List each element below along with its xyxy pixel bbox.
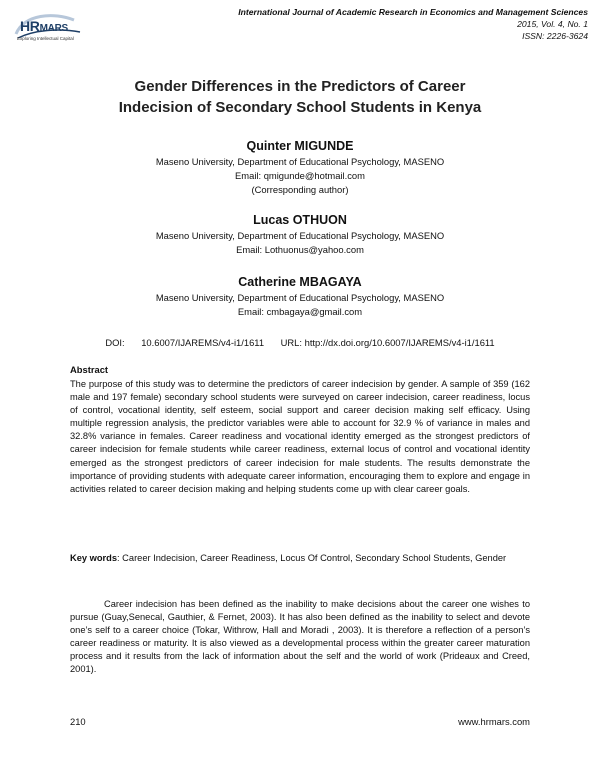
author-block [0,212,600,257]
keywords [70,552,530,565]
author-name: Catherine MBAGAYA [238,275,362,289]
url-label: URL: [280,337,302,348]
journal-header [238,6,588,42]
doi-line [70,336,530,349]
author-name: Quinter MIGUNDE [246,139,354,153]
author-name: Lucas OTHUON [253,213,347,227]
abstract-heading: Abstract [70,364,109,375]
author-block [0,138,600,197]
page-number: 210 [70,716,86,727]
logo-tagline: Exploring Intellectual Capital [17,36,74,41]
doi-url-link[interactable]: http://dx.doi.org/10.6007/IJAREMS/v4-i1/1611 [304,337,495,348]
author-block [0,274,600,319]
author-affiliation: Maseno University, Department of Educational Psychology, MASENO [155,156,445,167]
author-email: Email: qmigunde@hotmail.com [235,170,365,181]
logo-brand: HRMARS [20,18,68,34]
author-email: Email: Lothuonus@yahoo.com [236,244,364,255]
journal-issn: ISSN: 2226-3624 [522,31,588,41]
author-note: (Corresponding author) [251,184,349,195]
keywords-text: : Career Indecision, Career Readiness, Locus Of Control, Secondary School Students, Gender [117,553,507,563]
doi-label: DOI: [105,337,125,348]
author-affiliation: Maseno University, Department of Educational Psychology, MASENO [155,292,445,303]
doi-value[interactable]: 10.6007/IJAREMS/v4-i1/1611 [141,337,265,348]
publisher-logo [14,12,84,48]
paper-title: Gender Differences in the Predictors of Career Indecision of Secondary School Students in Kenya [118,78,482,116]
author-email: Email: cmbagaya@gmail.com [237,306,363,317]
journal-name: International Journal of Academic Research in Economics and Management Sciences [238,7,588,17]
journal-volume: 2015, Vol. 4, No. 1 [517,19,588,29]
abstract-text: The purpose of this study was to determine the predictors of career indecision by gender. A sample of 359 (162 male and 197 female) secondary school students were surveyed on career indecision, career readiness, locus of control, vocational identity, self esteem, social support and career decision making self efficacy. Using multiple regression analysis, the predictor variables were able to account for 32.9 % of variance in males and 32.8% variance in females. Career readiness and vocational identity emerged as the strongest predictors of career indecision for female students while career readiness, external locus of control and vocational identity emerged as the strongest predictors of career indecision for male students. The results demonstrate the importance of providing students with adequate career information, encouraging them to explore and engage in activities related to career decision making and helping students come up with clear career goals. [70,379,530,494]
keywords-label: Key words [70,553,118,563]
author-affiliation: Maseno University, Department of Educational Psychology, MASENO [155,230,445,241]
footer-site[interactable]: www.hrmars.com [458,716,530,727]
body-paragraph: Career indecision has been defined as the inability to make decisions about the career one wishes to pursue (Guay,Senecal, Gauthier, & Fernet, 2003). It has also been defined as the inability to select and devote one’s self to a career choice (Tokar, Withrow, Hall and Moradi , 2003). It is therefore a reflection of a person’s career readiness or maturity. It is also viewed as a developmental process within the greater career maturation process and it results from the lack of information about the self and the world of work (Prideaux and Creed, 2001). [70,599,530,675]
